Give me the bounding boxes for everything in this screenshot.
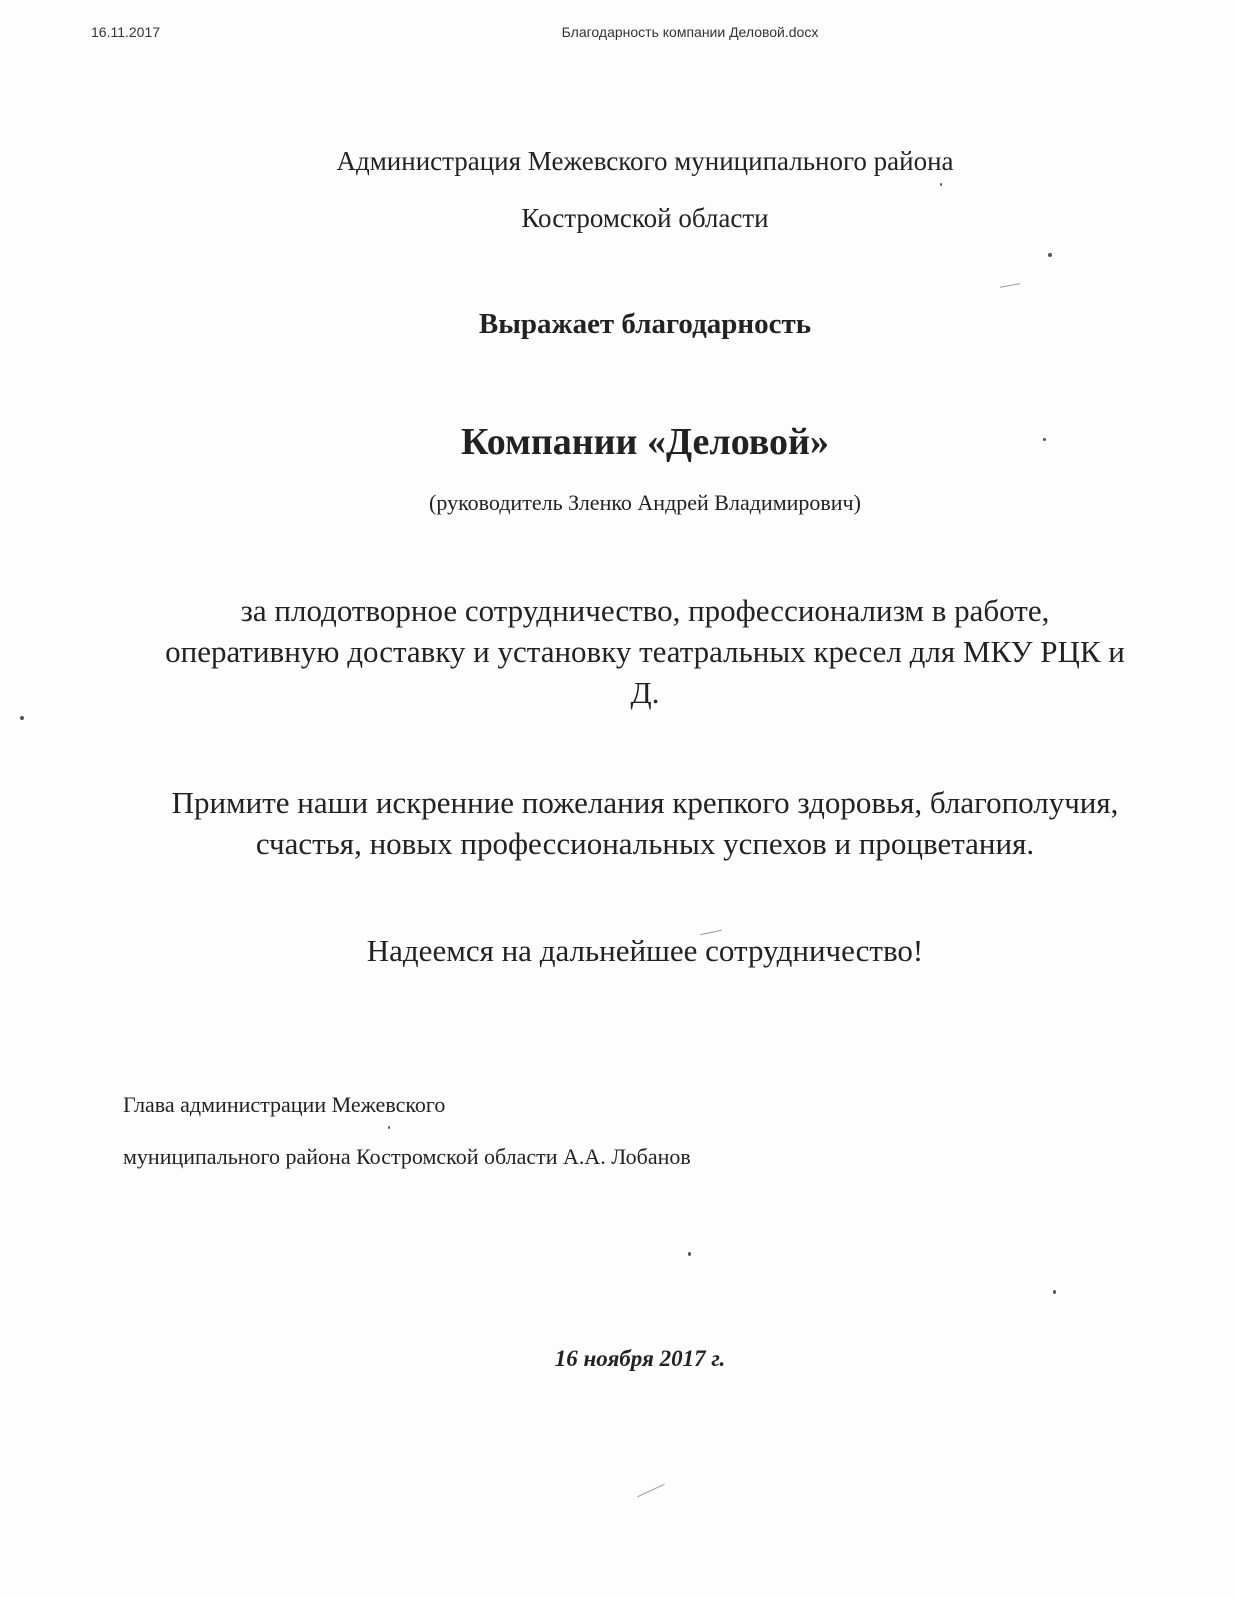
document-heading: Выражает благодарность	[478, 308, 812, 340]
organization-line-1: Администрация Межевского муниципального района	[336, 146, 954, 176]
gratitude-paragraph	[120, 590, 1170, 713]
scan-speck	[688, 1252, 691, 1256]
wishes-line: счастья, новых профессиональных успехов и процветания.	[255, 826, 1035, 861]
signature-line-1: Глава администрации Межевского	[123, 1092, 446, 1117]
recipient-name: Компании «Деловой»	[461, 421, 829, 463]
scan-speck	[940, 183, 942, 186]
scan-speck	[20, 716, 24, 720]
print-filename: Благодарность компании Деловой.docx	[561, 24, 819, 40]
scan-mark	[637, 1484, 665, 1498]
scan-speck	[1053, 1290, 1056, 1294]
print-date: 16.11.2017	[91, 24, 161, 40]
scan-speck	[1048, 253, 1052, 257]
gratitude-line: Д.	[630, 675, 660, 710]
scan-mark	[1000, 283, 1020, 287]
gratitude-line: за плодотворное сотрудничество, профессионализм в работе,	[240, 593, 1050, 628]
gratitude-line: оперативную доставку и установку театральных кресел для МКУ РЦК и	[165, 634, 1125, 669]
recipient-head: (руководитель Зленко Андрей Владимирович)	[429, 490, 861, 515]
closing-paragraph: Надеемся на дальнейшее сотрудничество!	[366, 933, 924, 968]
scan-speck	[388, 1126, 390, 1129]
scan-speck	[1043, 438, 1046, 441]
organization-line-2: Костромской области	[521, 203, 769, 233]
signature-line-2: муниципального района Костромской области А.А. Лобанов	[123, 1144, 691, 1169]
wishes-paragraph	[120, 782, 1170, 864]
wishes-line: Примите наши искренние пожелания крепкого здоровья, благополучия,	[171, 785, 1119, 820]
document-date: 16 ноября 2017 г.	[554, 1346, 726, 1371]
